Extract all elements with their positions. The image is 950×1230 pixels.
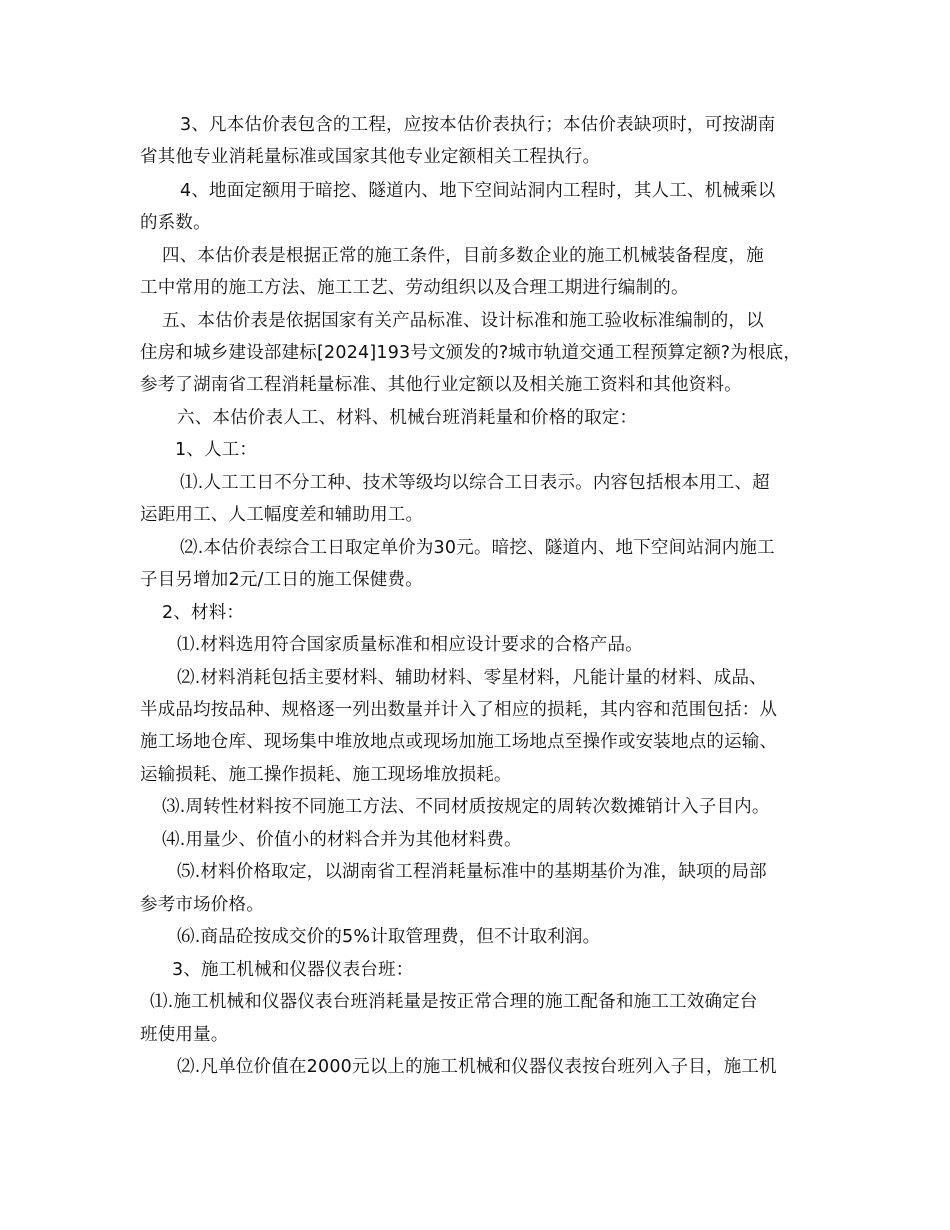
text-line: 运输损耗、施工操作损耗、施工现场堆放损耗。 bbox=[140, 765, 512, 785]
text-line: ⑴.材料选用符合国家质量标准和相应设计要求的合格产品。 bbox=[177, 635, 643, 655]
text-line: 半成品均按品种、规格逐一列出数量并计入了相应的损耗，其内容和范围包括：从 bbox=[140, 700, 778, 720]
text-line: 六、本估价表人工、材料、机械台班消耗量和价格的取定： bbox=[177, 408, 638, 428]
text-line: ⑸.材料价格取定，以湖南省工程消耗量标准中的基期基价为准，缺项的局部 bbox=[177, 862, 767, 882]
text-line: 子目另增加2元/工日的施工保健费。 bbox=[140, 570, 423, 590]
text-line: ⑹.商品砼按成交价的5%计取管理费，但不计取利润。 bbox=[177, 927, 601, 947]
text-line: ⑷.用量少、价值小的材料合并为其他材料费。 bbox=[162, 830, 522, 850]
text-line: 施工场地仓库、现场集中堆放地点或现场加施工场地点至操作或安装地点的运输、 bbox=[140, 732, 778, 752]
text-line: 3、施工机械和仪器仪表台班： bbox=[172, 960, 414, 980]
text-line: ⑵.本估价表综合工日取定单价为30元。暗挖、隧道内、地下空间站洞内施工 bbox=[180, 538, 775, 558]
text-line: ⑵.材料消耗包括主要材料、辅助材料、零星材料，凡能计量的材料、成品、 bbox=[177, 668, 767, 688]
text-line: 运距用工、人工幅度差和辅助用工。 bbox=[140, 505, 424, 525]
text-line: 四、本估价表是根据正常的施工条件，目前多数企业的施工机械装备程度，施 bbox=[162, 246, 764, 266]
text-line: 班使用量。 bbox=[140, 1025, 229, 1045]
text-line: 参考了湖南省工程消耗量标准、其他行业定额以及相关施工资料和其他资料。 bbox=[140, 375, 742, 395]
text-line: ⑴.人工工日不分工种、技术等级均以综合工日表示。内容包括根本用工、超 bbox=[180, 473, 770, 493]
text-line: 的系数。 bbox=[140, 213, 211, 233]
text-line: 参考市场价格。 bbox=[140, 895, 264, 915]
text-line: ⑴.施工机械和仪器仪表台班消耗量是按正常合理的施工配备和施工工效确定台 bbox=[150, 992, 758, 1012]
text-line: 住房和城乡建设部建标[2024]193号文颁发的?城市轨道交通工程预算定额?为根底， bbox=[140, 343, 802, 363]
text-line: 4、地面定额用于暗挖、隧道内、地下空间站洞内工程时，其人工、机械乘以 bbox=[180, 181, 776, 201]
text-line: 2、材料： bbox=[162, 603, 245, 623]
text-line: ⑵.凡单位价值在2000元以上的施工机械和仪器仪表按台班列入子目，施工机 bbox=[177, 1057, 777, 1077]
text-line: 五、本估价表是依据国家有关产品标准、设计标准和施工验收标准编制的，以 bbox=[162, 311, 764, 331]
text-line: ⑶.周转性材料按不同施工方法、不同材质按规定的周转次数摊销计入子目内。 bbox=[162, 797, 770, 817]
text-line: 工中常用的施工方法、施工工艺、劳动组织以及合理工期进行编制的。 bbox=[140, 278, 689, 298]
text-line: 3、凡本估价表包含的工程，应按本估价表执行；本估价表缺项时，可按湖南 bbox=[180, 115, 776, 135]
text-line: 1、人工： bbox=[175, 440, 258, 460]
text-line: 省其他专业消耗量标准或国家其他专业定额相关工程执行。 bbox=[140, 147, 601, 167]
